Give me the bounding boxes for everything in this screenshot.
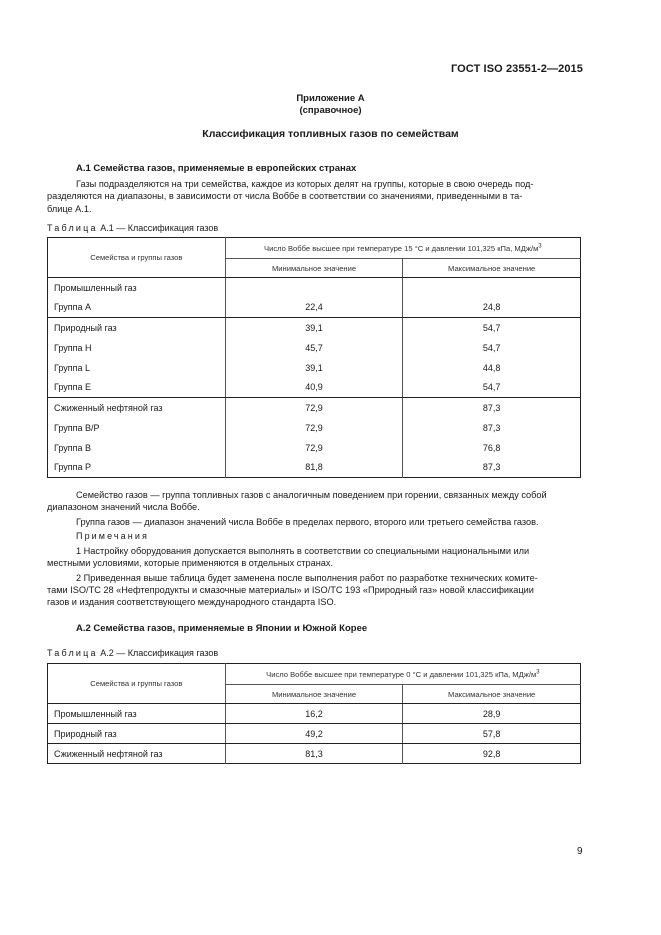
table-row xyxy=(48,744,581,764)
row-max: 76,8 xyxy=(403,438,581,458)
row-max: 54,7 xyxy=(403,378,581,398)
row-min: 72,9 xyxy=(225,398,403,418)
caption-text: А.2 — Классификация газов xyxy=(100,648,219,658)
header-max: Максимальное значение xyxy=(403,685,581,704)
row-min: 22,4 xyxy=(225,298,403,318)
table-a2 xyxy=(47,663,581,764)
row-name: Группа B/P xyxy=(54,422,100,433)
row-max: 24,8 xyxy=(403,298,581,318)
row-name: Группа А xyxy=(48,298,226,318)
intro-line: блице А.1. xyxy=(47,203,92,214)
row-name: Группа P xyxy=(54,462,92,473)
header-min: Минимальное значение xyxy=(225,685,403,704)
row-min: 40,9 xyxy=(225,378,403,398)
table-a2-caption xyxy=(47,648,218,658)
header-families: Семейства и группы газов xyxy=(48,664,226,704)
table-row xyxy=(48,378,581,398)
table-row xyxy=(48,418,581,438)
row-min: 45,7 xyxy=(225,338,403,358)
row-min: 81,8 xyxy=(225,458,403,478)
note-2-cont: тами ISO/TC 28 «Нефтепродукты и смазочные материалы» и ISO/TC 193 «Природный газ» новой классификации xyxy=(47,584,534,595)
table-row xyxy=(48,318,581,338)
intro-line: Газы подразделяются на три семейства, каждое из которых делят на группы, которые в свою очередь под- xyxy=(76,179,534,189)
caption-text: А.1 — Классификация газов xyxy=(100,223,219,233)
row-max: 87,3 xyxy=(403,458,581,478)
row-min: 39,1 xyxy=(225,318,403,338)
table-row xyxy=(48,458,581,478)
header-wobbe-sup: 3 xyxy=(536,668,540,675)
row-max: 87,3 xyxy=(403,398,581,418)
row-min: 72,9 xyxy=(225,438,403,458)
header-wobbe xyxy=(225,664,580,685)
row-min: 39,1 xyxy=(225,358,403,378)
definition-family-cont: диапазоном значений числа Воббе. xyxy=(47,502,200,513)
table-row xyxy=(48,704,581,724)
table-a1-caption xyxy=(47,223,218,233)
row-name: Сжиженный нефтяной газ xyxy=(54,402,163,413)
row-min: 49,2 xyxy=(225,724,403,744)
notes-heading: Примечания xyxy=(76,531,149,541)
definition-family: Семейство газов — группа топливных газов с аналогичным поведением при горении, связанных между собой xyxy=(76,490,547,500)
appendix-subtitle: (справочное) xyxy=(299,105,362,116)
row-max: 54,7 xyxy=(403,318,581,338)
table-row xyxy=(48,438,581,458)
row-min: 16,2 xyxy=(225,704,403,724)
document-title: Классификация топливных газов по семействам xyxy=(202,128,459,140)
caption-prefix: Таблица xyxy=(47,648,98,658)
row-name: Группа L xyxy=(54,362,91,373)
row-name: Группа H xyxy=(54,342,92,353)
definitions xyxy=(47,489,580,528)
header-wobbe-text: Число Воббе высшее при температуре 15 °С и давлении 101,325 кПа, МДж/м xyxy=(264,243,539,253)
definition-group: Группа газов — диапазон значений числа Воббе в пределах первого, второго или третьего семейства газов. xyxy=(76,516,539,527)
standard-header: ГОСТ ISO 23551-2—2015 xyxy=(450,63,583,75)
row-max xyxy=(403,278,581,298)
row-max: 57,8 xyxy=(403,724,581,744)
row-max: 54,7 xyxy=(403,338,581,358)
appendix-title: Приложение А xyxy=(296,93,365,104)
note-2: 2 Приведенная выше таблица будет заменена после выполнения работ по разработке технических комите- xyxy=(76,572,538,583)
row-name: Группа E xyxy=(48,378,226,398)
table-a1 xyxy=(47,237,581,478)
header-wobbe-sup: 3 xyxy=(538,242,542,249)
intro-line: разделяются на диапазоны, в зависимости от числа Воббе в соответствии со значениями, приведенными в та- xyxy=(47,191,523,202)
table-row xyxy=(48,278,581,298)
table-row xyxy=(48,338,581,358)
row-max: 44,8 xyxy=(403,358,581,378)
section-a2-heading: А.2 Семейства газов, применяемые в Японии и Южной Корее xyxy=(76,623,368,634)
row-max: 92,8 xyxy=(403,744,581,764)
note-1-cont: местными условиями, которые применяются в отдельных странах. xyxy=(47,558,334,569)
header-min: Минимальное значение xyxy=(225,259,403,278)
row-min xyxy=(225,278,403,298)
notes-body xyxy=(47,545,580,608)
header-wobbe-text: Число Воббе высшее при температуре 0 °С и давлении 101,325 кПа, МДж/м xyxy=(266,669,537,679)
row-max: 28,9 xyxy=(403,704,581,724)
note-2-cont: газов и издания соответствующего международного стандарта ISO. xyxy=(47,597,337,608)
row-min: 81,3 xyxy=(225,744,403,764)
row-name: Группа B xyxy=(54,442,92,453)
row-name: Промышленный газ xyxy=(48,704,226,724)
header-wobbe xyxy=(225,238,580,259)
note-1: 1 Настройку оборудования допускается выполнять в соответствии со специальными национальными или xyxy=(76,546,530,556)
page-number: 9 xyxy=(577,846,583,857)
row-name: Природный газ xyxy=(54,322,117,333)
header-max: Максимальное значение xyxy=(403,259,581,278)
caption-prefix: Таблица xyxy=(47,223,98,233)
row-name: Природный газ xyxy=(48,724,226,744)
row-max: 87,3 xyxy=(403,418,581,438)
section-a1-intro xyxy=(47,178,580,215)
section-a1-heading: А.1 Семейства газов, применяемые в европейских странах xyxy=(76,163,357,174)
header-families: Семейства и группы газов xyxy=(48,238,226,278)
row-name: Промышленный газ xyxy=(54,282,137,293)
table-row xyxy=(48,298,581,318)
row-min: 72,9 xyxy=(225,418,403,438)
table-row xyxy=(48,358,581,378)
table-row xyxy=(48,724,581,744)
row-name: Сжиженный нефтяной газ xyxy=(54,748,163,759)
table-row xyxy=(48,398,581,418)
